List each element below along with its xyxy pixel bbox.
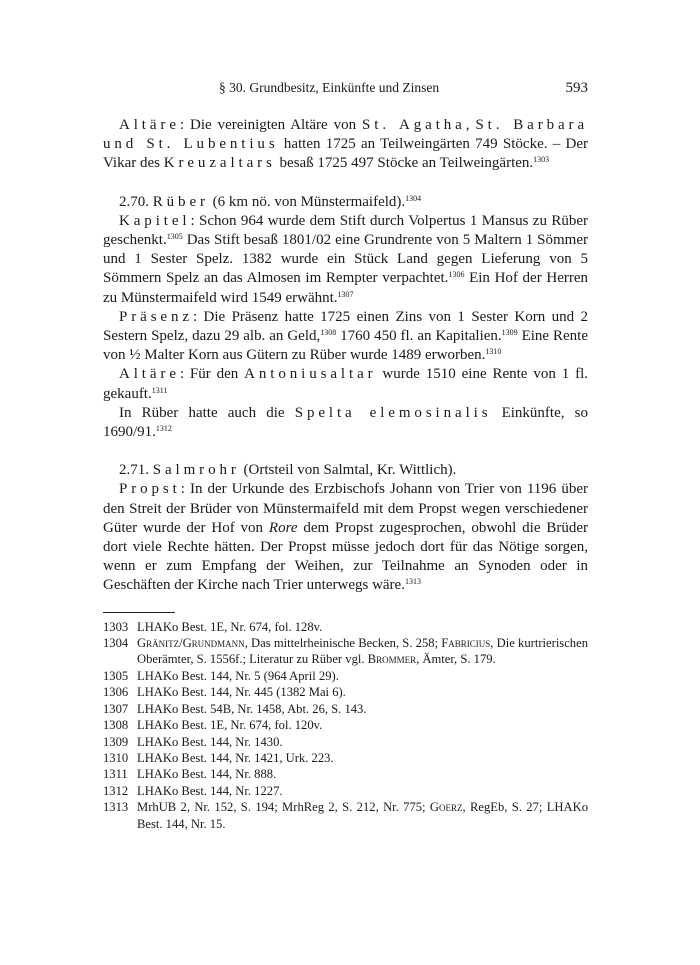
running-title: § 30. Grundbesitz, Einkünfte und Zinsen xyxy=(219,80,440,95)
footnote-ref[interactable]: 1313 xyxy=(404,577,421,587)
footnote-ref[interactable]: 1307 xyxy=(337,289,354,299)
footnote-ref[interactable]: 1304 xyxy=(405,193,422,203)
paragraph-propst: Propst: In der Urkunde des Erzbischofs Johann von Trier von 1196 über den Streit der Brüder von Münstermaifeld mit dem Propst wegen verschiedener Güter wurde der Hof von Rore dem Propst zugesprochen, obwohl die Brüder dort viele Rechte hätten. Der Propst müsse jedoch dort für das Nötige sorgen, wenn er zum Empfang der Weihen, zur Teilnahme an Synoden oder in Geschäften der Kirche nach Trier unterwegs wäre.$^{1313}$ xyxy=(103,481,589,594)
paragraph-spelta: In Rüber hatte auch die Spelta elemosinalis Einkünfte, so 1690/91.$^{1312}$ xyxy=(103,404,588,441)
paragraph-kapitel: Kapitel: Schon 964 wurde dem Stift durch Volpertus 1 Mansus zu Rüber geschenkt.$^{1305}$ Das Stift besaß 1801/02 eine Grundrente von 5 Maltern 1 Sömmer und 1 Sester Spelz. 1382 wurde ein Stück Land gegen Lieferung von 5 Sömmern Spelz an das Almosen im Rempter verpachtet.$^{1306}$ Ein Hof der Herren zu Münstermaifeld wird 1549 erwähnt.$^{1307}$ xyxy=(103,212,589,306)
footnote: 1312 LHAKo Best. 144, Nr. 1227. xyxy=(103,783,283,798)
main-text xyxy=(103,116,588,596)
footnote: 1306 LHAKo Best. 144, Nr. 445 (1382 Mai 6). xyxy=(103,685,346,700)
section-heading-ruber: 2.70. Rüber (6 km nö. von Münstermaifeld).$^{1304}$ xyxy=(119,193,422,210)
footnote-ref[interactable]: 1308 xyxy=(320,328,337,338)
paragraph-altaere-1: Altäre: Die vereinigten Altäre von St. Agatha, St. Barbara und St. Lubentius hatten 1725 an Teilweingärten 749 Stöcke. – Der Vikar des Kreuzaltars besaß 1725 497 Stöcke an Teilweingärten.$^{1303}$ xyxy=(103,117,589,172)
footnote-ref[interactable]: 1310 xyxy=(485,347,502,357)
section-heading-salmrohr: 2.71. Salmrohr (Ortsteil von Salmtal, Kr. Wittlich). xyxy=(119,462,457,479)
footnote: 1313 MrhUB 2, Nr. 152, S. 194; MrhReg 2, S. 212, Nr. 775; Goerz, RegEb, S. 27; LHAKo Best. 144, Nr. 15. xyxy=(103,800,588,831)
footnote-ref[interactable]: 1303 xyxy=(533,155,550,165)
footnote: 1309 LHAKo Best. 144, Nr. 1430. xyxy=(103,734,283,749)
footnote: 1304 Gränitz/Grundmann, Das mittelrheinische Becken, S. 258; Fabricius, Die kurtrierischen Oberämter, S. 1556f.; Literatur zu Rüber vgl. Brommer, Ämter, S. 179. xyxy=(103,636,588,667)
page-number: 593 xyxy=(565,80,588,96)
paragraph-altaere-2: Altäre: Für den Antoniusaltar wurde 1510 eine Rente von 1 fl. gekauft.$^{1311}$ xyxy=(103,366,588,402)
footnotes xyxy=(103,619,588,832)
paragraph-praesenz: Präsenz: Die Präsenz hatte 1725 einen Zins von 1 Sester Korn und 2 Sestern Spelz, dazu 29 alb. an Geld,$^{1308}$ 1760 450 fl. an Kapitalien.$^{1309}$ Eine Rente von ½ Malter Korn aus Gütern zu Rüber wurde 1489 erworben.$^{1310}$ xyxy=(103,308,588,364)
footnote: 1307 LHAKo Best. 54B, Nr. 1458, Abt. 26, S. 143. xyxy=(103,701,367,716)
footnote-ref[interactable]: 1306 xyxy=(448,270,465,280)
footnote: 1310 LHAKo Best. 144, Nr. 1421, Urk. 223. xyxy=(103,750,334,765)
footnote-ref[interactable]: 1312 xyxy=(155,424,172,434)
running-header xyxy=(103,80,588,102)
footnote: 1303 LHAKo Best. 1E, Nr. 674, fol. 128v. xyxy=(103,619,323,634)
footnote-divider xyxy=(103,612,175,613)
book-page xyxy=(103,80,588,832)
footnote-ref[interactable]: 1305 xyxy=(166,232,183,242)
footnote-ref[interactable]: 1309 xyxy=(501,328,518,338)
footnote-ref[interactable]: 1311 xyxy=(151,385,168,395)
footnote: 1305 LHAKo Best. 144, Nr. 5 (964 April 29). xyxy=(103,668,339,683)
footnote: 1311 LHAKo Best. 144, Nr. 888. xyxy=(103,767,277,782)
footnote: 1308 LHAKo Best. 1E, Nr. 674, fol. 120v. xyxy=(103,718,323,733)
